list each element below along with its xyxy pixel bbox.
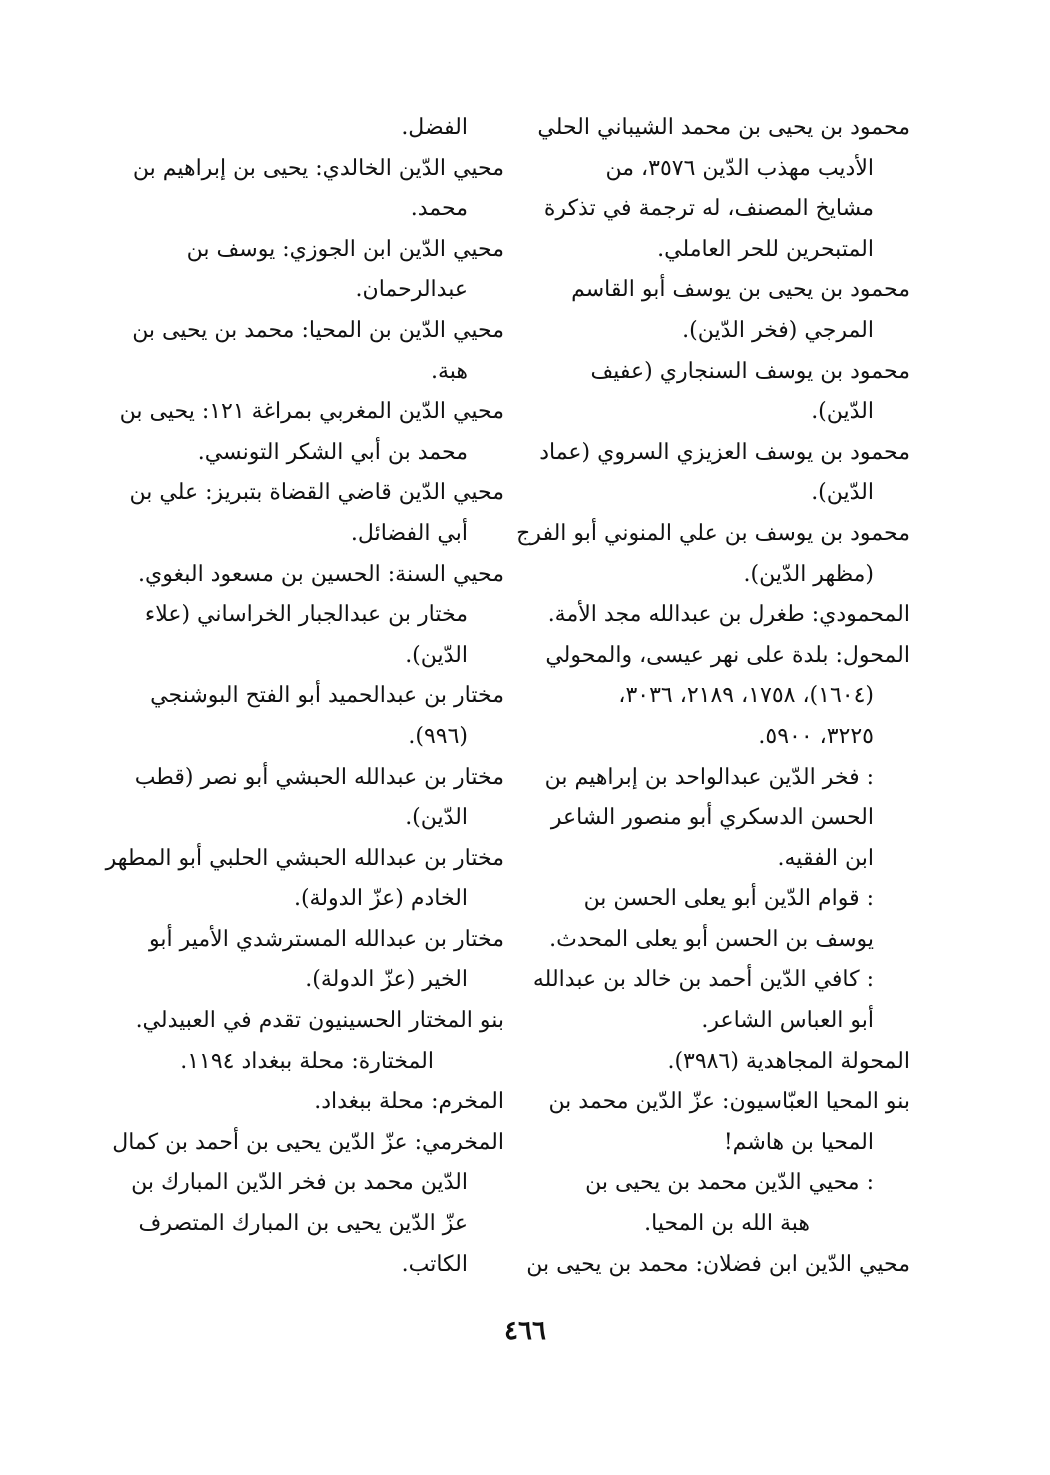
- index-entry-line: ابن الفقيه.: [777, 845, 874, 871]
- index-entry-line: مختار بن عبدالجبار الخراساني (علاء: [144, 602, 468, 628]
- index-entry-line: (مظهر الدّين).: [743, 561, 874, 587]
- index-entry-line: أبو العباس الشاعر.: [701, 1008, 874, 1034]
- index-entry-line: بنو المختار الحسينيون تقدم في العبيدلي.: [135, 1008, 504, 1034]
- index-entry-line: الدّين).: [811, 399, 874, 425]
- index-entry-line: محيي الدّين قاضي القضاة بتبريز: علي بن: [129, 480, 504, 506]
- index-entry-line: المختارة: محلة ببغداد ١١٩٤.: [180, 1048, 434, 1074]
- index-entry-line: : قوام الدّين أبو يعلى الحسن بن: [583, 886, 874, 912]
- index-entry-line: المتبحرين للحر العاملي.: [657, 236, 874, 262]
- index-entry-line: المحول: بلدة على نهر عيسى، والمحولي: [545, 642, 910, 668]
- index-entry-line: الدّين).: [811, 480, 874, 506]
- index-entry-line: الفضل.: [401, 115, 468, 140]
- index-entry-line: يوسف بن الحسن أبو يعلى المحدث.: [549, 926, 874, 952]
- index-entry-line: الأديب مهذب الدّين ٣٥٧٦، من: [605, 155, 874, 181]
- index-entry-line: الدّين).: [405, 642, 468, 668]
- index-entry-line: هبة الله بن المحيا.: [644, 1211, 810, 1237]
- index-entry-line: الخادم (عزّ الدولة).: [293, 886, 468, 912]
- page-number: ٤٦٦: [504, 1316, 546, 1346]
- index-entry-line: : كافي الدّين أحمد بن خالد بن عبدالله: [532, 967, 874, 993]
- index-column-left: [105, 108, 504, 1285]
- index-entry-line: المخرم: محلة ببغداد.: [314, 1089, 504, 1115]
- index-entry-line: محمد.: [410, 196, 468, 222]
- index-entry-line: مختار بن عبدالحميد أبو الفتح البوشنجي: [150, 683, 504, 709]
- index-entry-line: مختار بن عبدالله المسترشدي الأمير أبو: [149, 926, 504, 952]
- index-entry-line: عزّ الدّين يحيى بن المبارك المتصرف: [138, 1211, 468, 1237]
- index-entry-line: محيي الدّين الخالدي: يحيى بن إبراهيم بن: [132, 155, 504, 181]
- index-entry-line: محيي الدّين ابن فضلان: محمد بن يحيى بن: [526, 1251, 910, 1277]
- index-entry-line: أبي الفضائل.: [350, 520, 468, 546]
- index-entry-line: محمود بن يوسف بن علي المنوني أبو الفرج: [516, 520, 910, 546]
- index-entry-line: الدّين).: [405, 805, 468, 831]
- index-entry-line: الحسن الدسكري أبو منصور الشاعر: [550, 805, 874, 831]
- index-entry-line: محمود بن يحيى بن يوسف أبو القاسم: [571, 277, 910, 303]
- index-entry-line: الكاتب.: [401, 1251, 468, 1277]
- index-entry-line: (١٦٠٤)، ١٧٥٨، ٢١٨٩، ٣٠٣٦،: [618, 683, 874, 709]
- index-entry-line: المخرمي: عزّ الدّين يحيى بن أحمد بن كمال: [112, 1129, 504, 1155]
- index-entry-line: الدّين محمد بن فخر الدّين المبارك بن: [131, 1170, 468, 1196]
- index-entry-line: مختار بن عبدالله الحبشي الحلبي أبو المطهر: [105, 845, 504, 871]
- index-entry-line: محيي الدّين بن المحيا: محمد بن يحيى بن: [132, 317, 504, 343]
- index-entry-line: ٣٢٢٥، ٥٩٠٠.: [758, 723, 874, 749]
- index-entry-line: (٩٩٦).: [408, 723, 468, 749]
- index-entry-line: محيي الدّين المغربي بمراغة ١٢١: يحيى بن: [119, 399, 504, 425]
- index-entry-line: محيي السنة: الحسين بن مسعود البغوي.: [138, 561, 504, 587]
- index-entry-line: المرجي (فخر الدّين).: [682, 317, 874, 343]
- index-entry-line: مختار بن عبدالله الحبشي أبو نصر (قطب: [134, 764, 504, 790]
- index-entry-line: محمود بن يوسف السنجاري (عفيف: [590, 358, 910, 384]
- index-entry-line: الخير (عزّ الدولة).: [305, 967, 468, 993]
- index-entry-line: المحمودي: طغرل بن عبدالله مجد الأمة.: [547, 602, 910, 628]
- index-entry-line: : محيي الدّين محمد بن يحيى بن: [585, 1170, 874, 1196]
- index-entry-line: : فخر الدّين عبدالواحد بن إبراهيم بن: [544, 764, 874, 790]
- index-entry-line: عبدالرحمان.: [355, 277, 468, 303]
- index-entry-line: المحولة المجاهدية (٣٩٨٦).: [667, 1048, 910, 1074]
- index-entry-line: بنو المحيا العبّاسيون: عزّ الدّين محمد بن: [548, 1089, 910, 1115]
- index-column-right: [516, 108, 910, 1285]
- index-entry-line: مشايخ المصنف، له ترجمة في تذكرة: [543, 196, 874, 222]
- index-entry-line: المحيا بن هاشم!: [723, 1129, 874, 1155]
- index-entry-line: محمود بن يوسف العزيزي السروي (عماد: [539, 439, 910, 465]
- index-entry-line: هبة.: [430, 358, 468, 384]
- index-entry-line: محيي الدّين ابن الجوزي: يوسف بن: [186, 236, 504, 262]
- index-entry-line: محمد بن أبي الشكر التونسي.: [197, 439, 468, 465]
- index-entry-line: محمود بن يحيى بن محمد الشيباني الحلي: [537, 115, 910, 140]
